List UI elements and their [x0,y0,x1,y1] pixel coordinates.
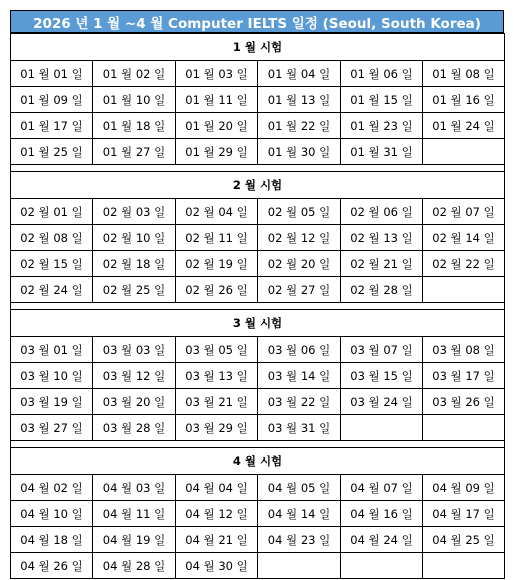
date-row [11,553,505,579]
date-row [11,139,505,165]
exam-date-cell: 01 월 20 일 [176,113,258,139]
exam-date-cell: 02 월 11 일 [176,225,258,251]
exam-date-cell: 02 월 27 일 [258,277,341,303]
date-row [11,363,505,389]
exam-date-cell: 04 월 14 일 [258,501,341,527]
schedule-body [11,34,505,579]
empty-cell [341,415,423,441]
exam-date-cell: 03 월 01 일 [11,337,93,363]
exam-date-cell: 04 월 18 일 [11,527,93,553]
date-row [11,225,505,251]
exam-date-cell: 01 월 18 일 [93,113,176,139]
exam-date-cell: 02 월 24 일 [11,277,93,303]
date-row [11,389,505,415]
exam-date-cell: 03 월 10 일 [11,363,93,389]
empty-cell [258,553,341,579]
separator-cell [11,303,505,310]
exam-date-cell: 03 월 17 일 [423,363,505,389]
month-heading: 4 월 시험 [11,448,505,475]
month-heading: 1 월 시험 [11,34,505,61]
exam-date-cell: 02 월 22 일 [423,251,505,277]
exam-date-cell: 03 월 03 일 [93,337,176,363]
date-row [11,415,505,441]
exam-date-cell: 01 월 31 일 [341,139,423,165]
date-row [11,277,505,303]
exam-date-cell: 03 월 22 일 [258,389,341,415]
exam-date-cell: 02 월 07 일 [423,199,505,225]
date-row [11,475,505,501]
empty-cell [423,139,505,165]
date-row [11,251,505,277]
exam-date-cell: 04 월 17 일 [423,501,505,527]
exam-date-cell: 01 월 16 일 [423,87,505,113]
exam-date-cell: 02 월 15 일 [11,251,93,277]
exam-date-cell: 03 월 19 일 [11,389,93,415]
exam-date-cell: 02 월 01 일 [11,199,93,225]
exam-date-cell: 04 월 19 일 [93,527,176,553]
exam-date-cell: 02 월 06 일 [341,199,423,225]
empty-cell [423,277,505,303]
month-separator [11,303,505,310]
exam-date-cell: 04 월 24 일 [341,527,423,553]
month-heading: 3 월 시험 [11,310,505,337]
exam-date-cell: 04 월 04 일 [176,475,258,501]
exam-date-cell: 01 월 22 일 [258,113,341,139]
exam-date-cell: 04 월 02 일 [11,475,93,501]
exam-date-cell: 03 월 15 일 [341,363,423,389]
exam-date-cell: 02 월 13 일 [341,225,423,251]
exam-date-cell: 01 월 25 일 [11,139,93,165]
schedule-table [10,33,505,579]
exam-date-cell: 01 월 10 일 [93,87,176,113]
schedule-document [10,10,504,579]
exam-date-cell: 02 월 08 일 [11,225,93,251]
exam-date-cell: 03 월 13 일 [176,363,258,389]
exam-date-cell: 02 월 20 일 [258,251,341,277]
exam-date-cell: 04 월 21 일 [176,527,258,553]
exam-date-cell: 01 월 02 일 [93,61,176,87]
exam-date-cell: 02 월 19 일 [176,251,258,277]
exam-date-cell: 03 월 31 일 [258,415,341,441]
exam-date-cell: 03 월 24 일 [341,389,423,415]
exam-date-cell: 04 월 05 일 [258,475,341,501]
exam-date-cell: 03 월 07 일 [341,337,423,363]
exam-date-cell: 04 월 10 일 [11,501,93,527]
exam-date-cell: 04 월 09 일 [423,475,505,501]
empty-cell [423,415,505,441]
exam-date-cell: 04 월 30 일 [176,553,258,579]
date-row [11,113,505,139]
exam-date-cell: 01 월 13 일 [258,87,341,113]
exam-date-cell: 01 월 15 일 [341,87,423,113]
exam-date-cell: 03 월 20 일 [93,389,176,415]
exam-date-cell: 01 월 03 일 [176,61,258,87]
exam-date-cell: 04 월 16 일 [341,501,423,527]
exam-date-cell: 01 월 23 일 [341,113,423,139]
month-heading-row [11,310,505,337]
exam-date-cell: 01 월 29 일 [176,139,258,165]
exam-date-cell: 03 월 05 일 [176,337,258,363]
month-separator [11,165,505,172]
exam-date-cell: 03 월 14 일 [258,363,341,389]
exam-date-cell: 02 월 04 일 [176,199,258,225]
month-heading-row [11,448,505,475]
exam-date-cell: 02 월 10 일 [93,225,176,251]
exam-date-cell: 04 월 11 일 [93,501,176,527]
date-row [11,501,505,527]
schedule-title: 2026 년 1 월 ~4 월 Computer IELTS 일정 (Seoul, South Korea) [10,10,504,33]
exam-date-cell: 03 월 27 일 [11,415,93,441]
date-row [11,199,505,225]
exam-date-cell: 02 월 21 일 [341,251,423,277]
month-separator [11,441,505,448]
exam-date-cell: 01 월 30 일 [258,139,341,165]
exam-date-cell: 04 월 07 일 [341,475,423,501]
exam-date-cell: 02 월 26 일 [176,277,258,303]
exam-date-cell: 02 월 18 일 [93,251,176,277]
exam-date-cell: 01 월 24 일 [423,113,505,139]
exam-date-cell: 04 월 28 일 [93,553,176,579]
empty-cell [423,553,505,579]
empty-cell [341,553,423,579]
date-row [11,337,505,363]
exam-date-cell: 01 월 11 일 [176,87,258,113]
exam-date-cell: 02 월 25 일 [93,277,176,303]
month-heading: 2 월 시험 [11,172,505,199]
exam-date-cell: 01 월 01 일 [11,61,93,87]
exam-date-cell: 03 월 26 일 [423,389,505,415]
separator-cell [11,165,505,172]
exam-date-cell: 03 월 21 일 [176,389,258,415]
exam-date-cell: 03 월 12 일 [93,363,176,389]
separator-cell [11,441,505,448]
date-row [11,87,505,113]
exam-date-cell: 04 월 25 일 [423,527,505,553]
date-row [11,527,505,553]
exam-date-cell: 01 월 06 일 [341,61,423,87]
date-row [11,61,505,87]
exam-date-cell: 02 월 12 일 [258,225,341,251]
exam-date-cell: 03 월 28 일 [93,415,176,441]
exam-date-cell: 01 월 17 일 [11,113,93,139]
month-heading-row [11,34,505,61]
exam-date-cell: 02 월 05 일 [258,199,341,225]
exam-date-cell: 01 월 27 일 [93,139,176,165]
exam-date-cell: 03 월 29 일 [176,415,258,441]
exam-date-cell: 01 월 09 일 [11,87,93,113]
month-heading-row [11,172,505,199]
exam-date-cell: 01 월 04 일 [258,61,341,87]
exam-date-cell: 04 월 23 일 [258,527,341,553]
exam-date-cell: 01 월 08 일 [423,61,505,87]
exam-date-cell: 04 월 03 일 [93,475,176,501]
exam-date-cell: 02 월 14 일 [423,225,505,251]
exam-date-cell: 03 월 06 일 [258,337,341,363]
exam-date-cell: 02 월 28 일 [341,277,423,303]
exam-date-cell: 04 월 26 일 [11,553,93,579]
exam-date-cell: 04 월 12 일 [176,501,258,527]
exam-date-cell: 02 월 03 일 [93,199,176,225]
exam-date-cell: 03 월 08 일 [423,337,505,363]
